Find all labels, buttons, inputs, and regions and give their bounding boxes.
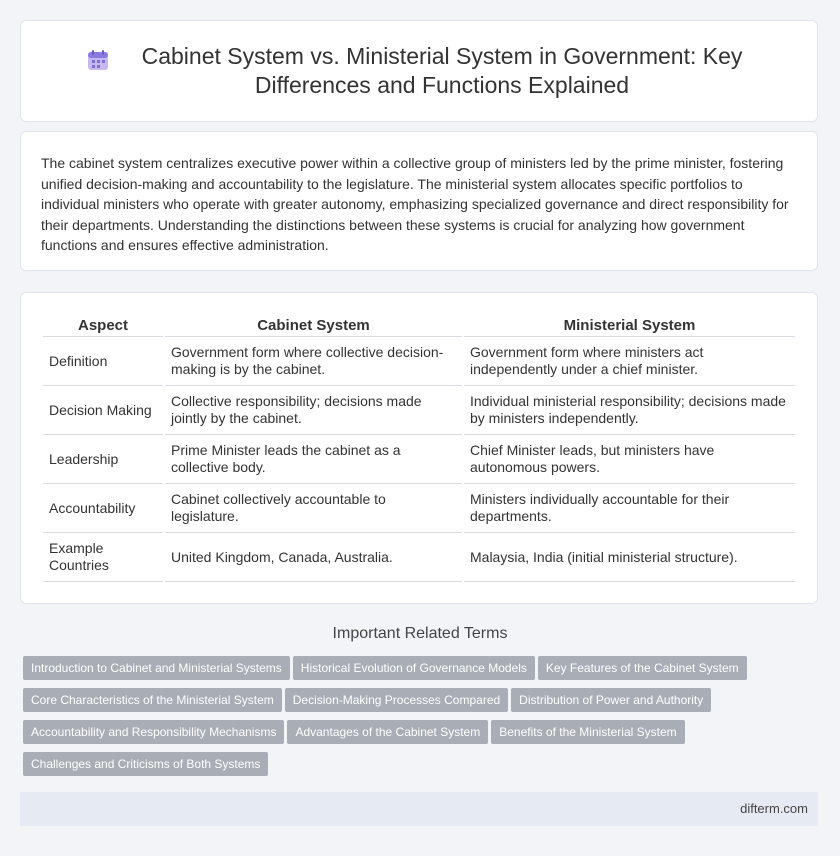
table-header-row [43, 313, 795, 337]
table-cell-ministerial: Malaysia, India (initial ministerial structure). [464, 533, 795, 582]
related-term-tag[interactable]: Distribution of Power and Authority [511, 688, 711, 712]
table-cell-aspect: Leadership [43, 435, 163, 484]
related-term-tag[interactable]: Core Characteristics of the Ministerial System [23, 688, 282, 712]
table-row [43, 435, 795, 484]
footer-site-link[interactable]: difterm.com [740, 801, 808, 816]
calendar-icon [86, 48, 110, 72]
table-cell-aspect: Decision Making [43, 386, 163, 435]
footer [20, 792, 818, 826]
related-term-tag[interactable]: Key Features of the Cabinet System [538, 656, 747, 680]
table-row [43, 484, 795, 533]
table-row [43, 386, 795, 435]
intro-text: The cabinet system centralizes executive power within a collective group of ministers led by the prime minister, fostering unified decision-making and accountability to the legislature. The ministerial system allocates specific portfolios to individual ministers who operate with greater autonomy, emphasizing specialized governance and direct responsibility for their departments. Understanding the distinctions between these systems is crucial for analyzing how government functions and ensures effective administration. [41, 155, 789, 254]
related-term-tag[interactable]: Accountability and Responsibility Mechanisms [23, 720, 284, 744]
comparison-table-card [20, 292, 818, 604]
header-cabinet-system: Cabinet System [165, 313, 462, 337]
intro-card [20, 131, 818, 271]
table-cell-ministerial: Chief Minister leads, but ministers have autonomous powers. [464, 435, 795, 484]
related-term-tag[interactable]: Introduction to Cabinet and Ministerial Systems [23, 656, 290, 680]
table-cell-ministerial: Individual ministerial responsibility; decisions made by ministers independently. [464, 386, 795, 435]
related-term-tag[interactable]: Benefits of the Ministerial System [491, 720, 684, 744]
related-terms-title: Important Related Terms [332, 625, 508, 642]
comparison-table [41, 313, 797, 582]
table-cell-cabinet: Collective responsibility; decisions made jointly by the cabinet. [165, 386, 462, 435]
related-term-tag[interactable]: Decision-Making Processes Compared [285, 688, 508, 712]
related-term-tag[interactable]: Historical Evolution of Governance Models [293, 656, 535, 680]
table-cell-aspect: Accountability [43, 484, 163, 533]
table-cell-cabinet: United Kingdom, Canada, Australia. [165, 533, 462, 582]
page-title: Cabinet System vs. Ministerial System in Government: Key Differences and Functions Explained [141, 43, 743, 98]
related-term-tag[interactable]: Advantages of the Cabinet System [287, 720, 488, 744]
related-terms-list [23, 656, 803, 784]
header-ministerial-system: Ministerial System [464, 313, 795, 337]
table-cell-ministerial: Ministers individually accountable for their departments. [464, 484, 795, 533]
table-row [43, 533, 795, 582]
table-cell-aspect: Definition [43, 337, 163, 386]
table-cell-cabinet: Prime Minister leads the cabinet as a collective body. [165, 435, 462, 484]
table-cell-ministerial: Government form where ministers act independently under a chief minister. [464, 337, 795, 386]
header-aspect: Aspect [43, 313, 163, 337]
table-row [43, 337, 795, 386]
table-cell-cabinet: Government form where collective decision-making is by the cabinet. [165, 337, 462, 386]
header-card [20, 20, 818, 122]
table-cell-cabinet: Cabinet collectively accountable to legislature. [165, 484, 462, 533]
related-term-tag[interactable]: Challenges and Criticisms of Both Systems [23, 752, 268, 776]
table-cell-aspect: Example Countries [43, 533, 163, 582]
